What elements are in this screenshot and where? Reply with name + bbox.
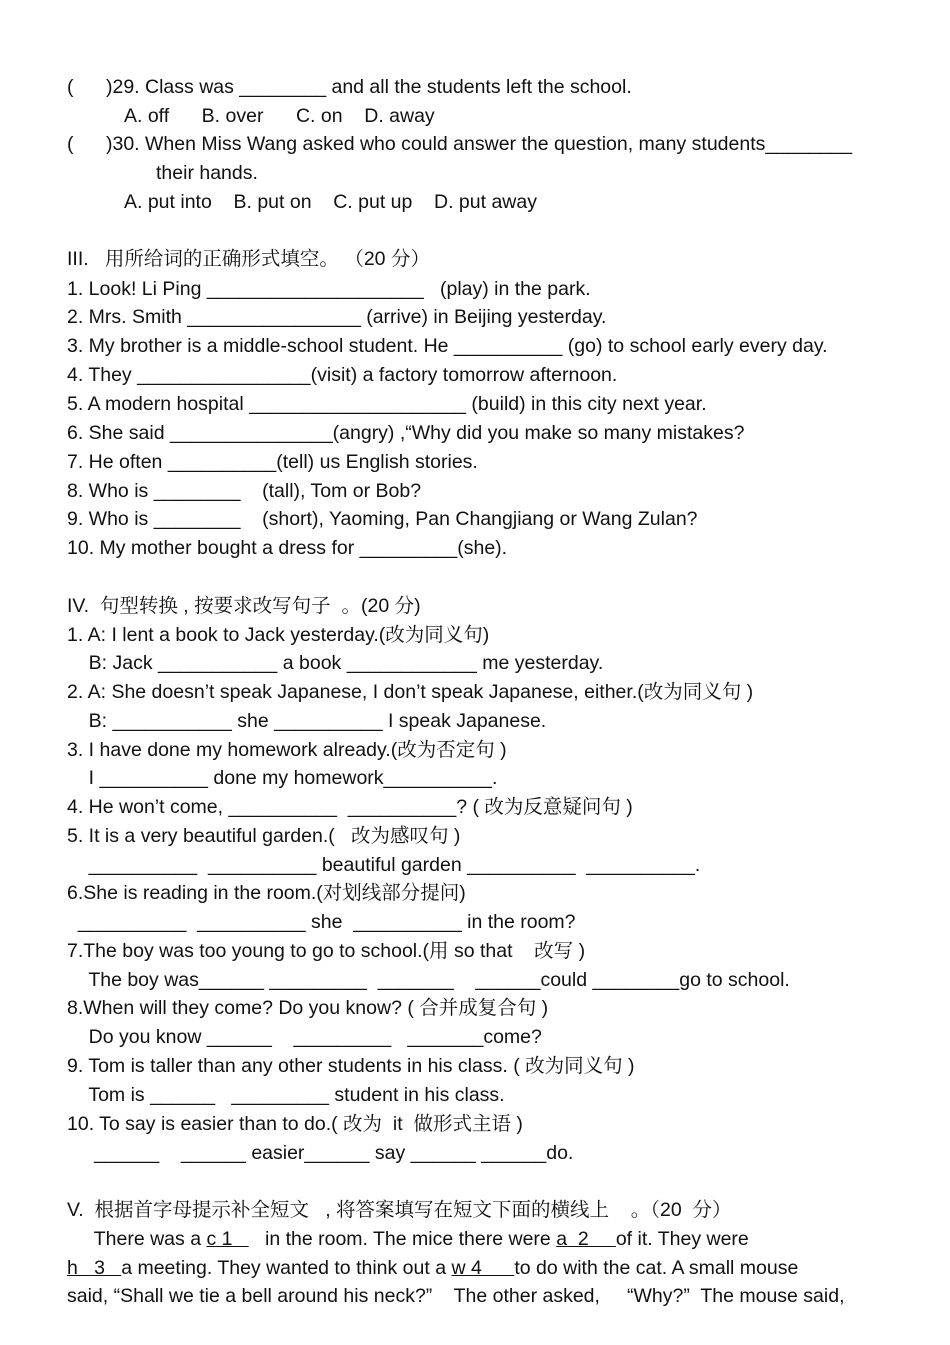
transform-line: __________ __________ beautiful garden __________ __________.: [67, 854, 701, 876]
fill-item-9: 9. Who is ________ (short), Yaoming, Pan Changjiang or Wang Zulan?: [67, 508, 698, 530]
passage-text: in the room. The mice there were: [248, 1228, 557, 1250]
transform-line: __________ __________ she __________ in the room?: [67, 911, 576, 933]
section-3-heading: III. 用所给词的正确形式填空。 （20 分）: [67, 248, 430, 270]
fill-item-10: 10. My mother bought a dress for _________(she).: [67, 537, 508, 559]
question-29: ( )29. Class was ________ and all the students left the school.: [67, 76, 632, 98]
passage-blank-3: h 3: [67, 1257, 122, 1279]
fill-item-4: 4. They ________________(visit) a factory tomorrow afternoon.: [67, 364, 618, 386]
transform-line: 7.The boy was too young to go to school.(用 so that 改写 ): [67, 940, 586, 962]
transform-line: 9. Tom is taller than any other students in his class. ( 改为同义句 ): [67, 1055, 635, 1077]
section-4-heading: IV. 句型转换 , 按要求改写句子 。(20 分): [67, 595, 421, 617]
passage-blank-1: c 1: [206, 1228, 249, 1250]
transform-line: B: Jack ___________ a book ____________ me yesterday.: [67, 652, 604, 674]
transform-line: 2. A: She doesn’t speak Japanese, I don’t speak Japanese, either.(改为同义句 ): [67, 681, 754, 703]
fill-item-7: 7. He often __________(tell) us English stories.: [67, 451, 478, 473]
fill-item-8: 8. Who is ________ (tall), Tom or Bob?: [67, 480, 422, 502]
transform-line: B: ___________ she __________ I speak Japanese.: [67, 710, 547, 732]
passage-text: a meeting. They wanted to think out a: [121, 1257, 452, 1279]
fill-item-6: 6. She said _______________(angry) ,“Why did you make so many mistakes?: [67, 422, 745, 444]
fill-item-3: 3. My brother is a middle-school student. He __________ (go) to school early every day.: [67, 335, 828, 357]
question-30-continuation: their hands.: [156, 162, 258, 184]
fill-item-5: 5. A modern hospital ____________________ (build) in this city next year.: [67, 393, 707, 415]
question-29-options: A. off B. over C. on D. away: [124, 105, 435, 127]
passage-line-2: [67, 1256, 798, 1280]
passage-line-1: [67, 1227, 749, 1251]
question-30: ( )30. When Miss Wang asked who could answer the question, many students________: [67, 133, 853, 155]
fill-item-2: 2. Mrs. Smith ________________ (arrive) in Beijing yesterday.: [67, 306, 607, 328]
transform-line: ______ ______ easier______ say ______ ______do.: [67, 1142, 574, 1164]
transform-line: 4. He won’t come, __________ __________? ( 改为反意疑问句 ): [67, 796, 633, 818]
passage-blank-4: w 4: [451, 1257, 515, 1279]
passage-text: to do with the cat. A small mouse: [514, 1257, 799, 1279]
transform-line: 1. A: I lent a book to Jack yesterday.(改为同义句): [67, 624, 490, 646]
passage-line-3: said, “Shall we tie a bell around his neck?” The other asked, “Why?” The mouse said,: [67, 1285, 845, 1307]
transform-line: I __________ done my homework__________.: [67, 767, 498, 789]
transform-line: The boy was______ _________ _______ ______could ________go to school.: [67, 969, 790, 991]
transform-line: 10. To say is easier than to do.( 改为 it 做形式主语 ): [67, 1113, 523, 1135]
transform-line: 5. It is a very beautiful garden.( 改为感叹句 ): [67, 825, 461, 847]
fill-item-1: 1. Look! Li Ping ____________________ (play) in the park.: [67, 278, 591, 300]
transform-line: 8.When will they come? Do you know? ( 合并成复合句 ): [67, 997, 549, 1019]
transform-line: Do you know ______ _________ _______come?: [67, 1026, 542, 1048]
passage-blank-2: a 2: [556, 1228, 616, 1250]
section-5-heading: V. 根据首字母提示补全短文 , 将答案填写在短文下面的横线上 。（20 分）: [67, 1199, 732, 1221]
passage-text: There was a: [67, 1228, 207, 1250]
question-30-options: A. put into B. put on C. put up D. put away: [124, 191, 537, 213]
transform-line: 6.She is reading in the room.(对划线部分提问): [67, 882, 466, 904]
transform-line: Tom is ______ _________ student in his class.: [67, 1084, 505, 1106]
transform-line: 3. I have done my homework already.(改为否定句 ): [67, 739, 507, 761]
passage-text: of it. They were: [615, 1228, 749, 1250]
